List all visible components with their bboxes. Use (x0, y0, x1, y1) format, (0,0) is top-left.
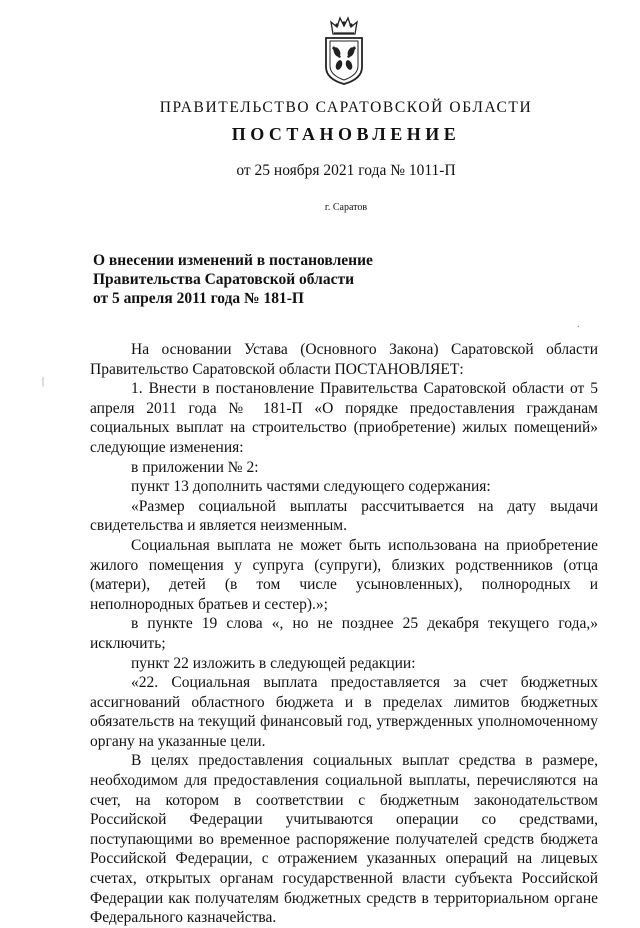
saratov-coat-of-arms-icon (321, 12, 367, 86)
document-body (90, 340, 598, 928)
paragraph: «Размер социальной выплаты рассчитывается на дату выдачи свидетельства и является неизменным. (90, 497, 598, 535)
city: г. Саратов (324, 202, 368, 213)
document-title (93, 251, 373, 308)
document-type: ПОСТАНОВЛЕНИЕ (231, 124, 461, 144)
paragraph: На основании Устава (Основного Закона) Саратовской области Правительство Саратовской области ПОСТАНОВЛЯЕТ: (90, 341, 598, 378)
paragraph: В целях предоставления социальных выплат средства в размере, необходимом для предоставления социальной выплаты, перечисляются на счет, на котором в соответствии с бюджетным законодательством Российской Федерации учитываются операции со средствами, поступающими во временное распоряжение получателей средств бюджета Российской Федерации, с отражением указанных операций на лицевых счетах, открытых органам государственной власти субъекта Российской Федерации как получателям бюджетных средств в территориальном органе Федерального казначейства. (90, 752, 598, 927)
paragraph: пункт 13 дополнить частями следующего содержания: (131, 478, 491, 496)
title-line: от 5 апреля 2011 года № 181-П (93, 290, 304, 307)
scan-mark: . (577, 319, 580, 330)
title-line: Правительства Саратовской области (93, 271, 354, 288)
government-name: ПРАВИТЕЛЬСТВО САРАТОВСКОЙ ОБЛАСТИ (159, 99, 533, 116)
paragraph: Социальная выплата не может быть использована на приобретение жилого помещения у супруга (супруги), близких родственников (отца (матери), детей (в том числе усыновленных), полнородных и неполнородных братьев и сестер).»; (90, 536, 598, 613)
title-line: О внесении изменений в постановление (93, 252, 373, 269)
paragraph: «22. Социальная выплата предоставляется за счет бюджетных ассигнований областного бюджета и в пределах лимитов бюджетных обязательств на текущий финансовый год, утвержденных уполномоченному органу на указанные цели. (90, 674, 598, 750)
paragraph: в пункте 19 слова «, но не позднее 25 декабря текущего года,» исключить; (90, 615, 598, 652)
date-and-number: от 25 ноября 2021 года № 1011-П (236, 162, 456, 179)
paragraph: в приложении № 2: (131, 458, 259, 476)
paragraph: 1. Внести в постановление Правительства Саратовской области от 5 апреля 2011 года № 181-П «О порядке предоставления гражданам социальных выплат на строительство (приобретение) жилых помещений» следующие изменения: (90, 380, 598, 456)
paragraph: пункт 22 изложить в следующей редакции: (131, 654, 416, 672)
scan-mark: | (42, 376, 45, 387)
